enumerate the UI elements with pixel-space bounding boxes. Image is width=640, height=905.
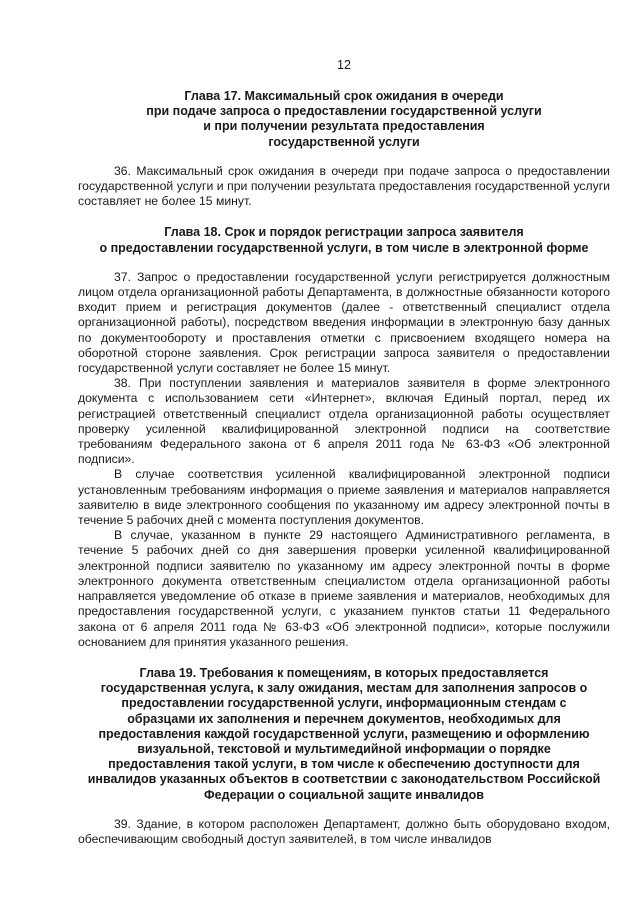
title-line: государственная услуга, к залу ожидания, местам для заполнения запросов о xyxy=(100,681,588,696)
title-line: Федерации о социальной защите инвалидов xyxy=(204,787,484,802)
title-line: Глава 17. Максимальный срок ожидания в очереди xyxy=(184,89,504,103)
paragraph-37: 37. Запрос о предоставлении государственной услуги регистрируется должностным лицом отдела организационной работы Департамента, в должностные обязанности которого входит прием и регистрация документов (далее - ответственный специалист отдела организационной работы), посредством введения информации в электронную базу данных по документообороту и проставления отметки с присвоением входящего номера на оборотной стороне заявления. Срок регистрации запроса заявителя о предоставлении государственной услуги составляет не более 15 минут. xyxy=(78,269,610,376)
title-line: инвалидов указанных объектов в соответствии с законодательством Российской xyxy=(87,772,601,787)
chapter-17-title xyxy=(78,89,610,150)
title-line: государственной услуги xyxy=(268,134,420,149)
title-line: предоставлении государственной услуги, информационным стендам с xyxy=(121,696,567,711)
paragraph-39: 39. Здание, в котором расположен Департамент, должно быть оборудовано входом, обеспечивающим свободный доступ заявителей, в том числе инвалидов xyxy=(78,816,610,846)
title-line: при подаче запроса о предоставлении государственной услуги xyxy=(146,104,542,119)
title-line: образцами их заполнения и перечнем документов, необходимых для xyxy=(127,711,561,726)
paragraph-38-refusal: В случае, указанном в пункте 29 настоящего Административного регламента, в течение 5 рабочих дней со дня завершения проверки усиленной квалифицированной электронной подписи заявителю по указанному им адресу электронной почты в форме электронного документа ответственным специалистом отдела организационной работы направляется уведомление об отказе в приеме заявления и материалов, необходимых для предоставления государственной услуги, с указанием пунктов статьи 11 Федерального закона от 6 апреля 2011 года № 63-ФЗ «Об электронной подписи», которые послужили основанием для принятия указанного решения. xyxy=(78,528,610,649)
title-line: Глава 19. Требования к помещениям, в которых предоставляется xyxy=(139,665,549,680)
title-line: предоставления такой услуги, в том числе к обеспечению доступности для xyxy=(108,757,580,772)
page-number: 12 xyxy=(337,58,351,72)
paragraph-36: 36. Максимальный срок ожидания в очереди при подаче запроса о предоставлении государственной услуги и при получении результата предоставления государственной услуги составляет не более 15 минут. xyxy=(78,163,610,209)
title-line: визуальной, текстовой и мультимедийной информации о порядке xyxy=(137,741,551,756)
chapter-19-title xyxy=(78,666,610,803)
chapter-18-title xyxy=(78,225,610,255)
document-page xyxy=(78,58,610,847)
title-line: предоставления каждой государственной услуги, размещению и оформлению xyxy=(98,726,590,741)
paragraph-38: 38. При поступлении заявления и материалов заявителя в форме электронного документа с использованием сети «Интернет», включая Единый портал, перед их регистрацией ответственный специалист отдела организационной работы осуществляет проверку усиленной квалифицированной электронной подписи на соответствие требованиям Федерального закона от 6 апреля 2011 года № 63-ФЗ «Об электронной подписи». xyxy=(78,376,610,467)
title-line: и при получении результата предоставления xyxy=(203,119,485,134)
paragraph-38-signature-valid: В случае соответствия усиленной квалифицированной электронной подписи установленным требованиям информация о приеме заявления и материалов направляется заявителю в виде электронного сообщения по указанному им адресу электронной почты в течение 5 рабочих дней с момента поступления документов. xyxy=(78,467,610,528)
title-line: о предоставлении государственной услуги, в том числе в электронной форме xyxy=(99,240,589,255)
title-line: Глава 18. Срок и порядок регистрации запроса заявителя xyxy=(164,225,524,240)
